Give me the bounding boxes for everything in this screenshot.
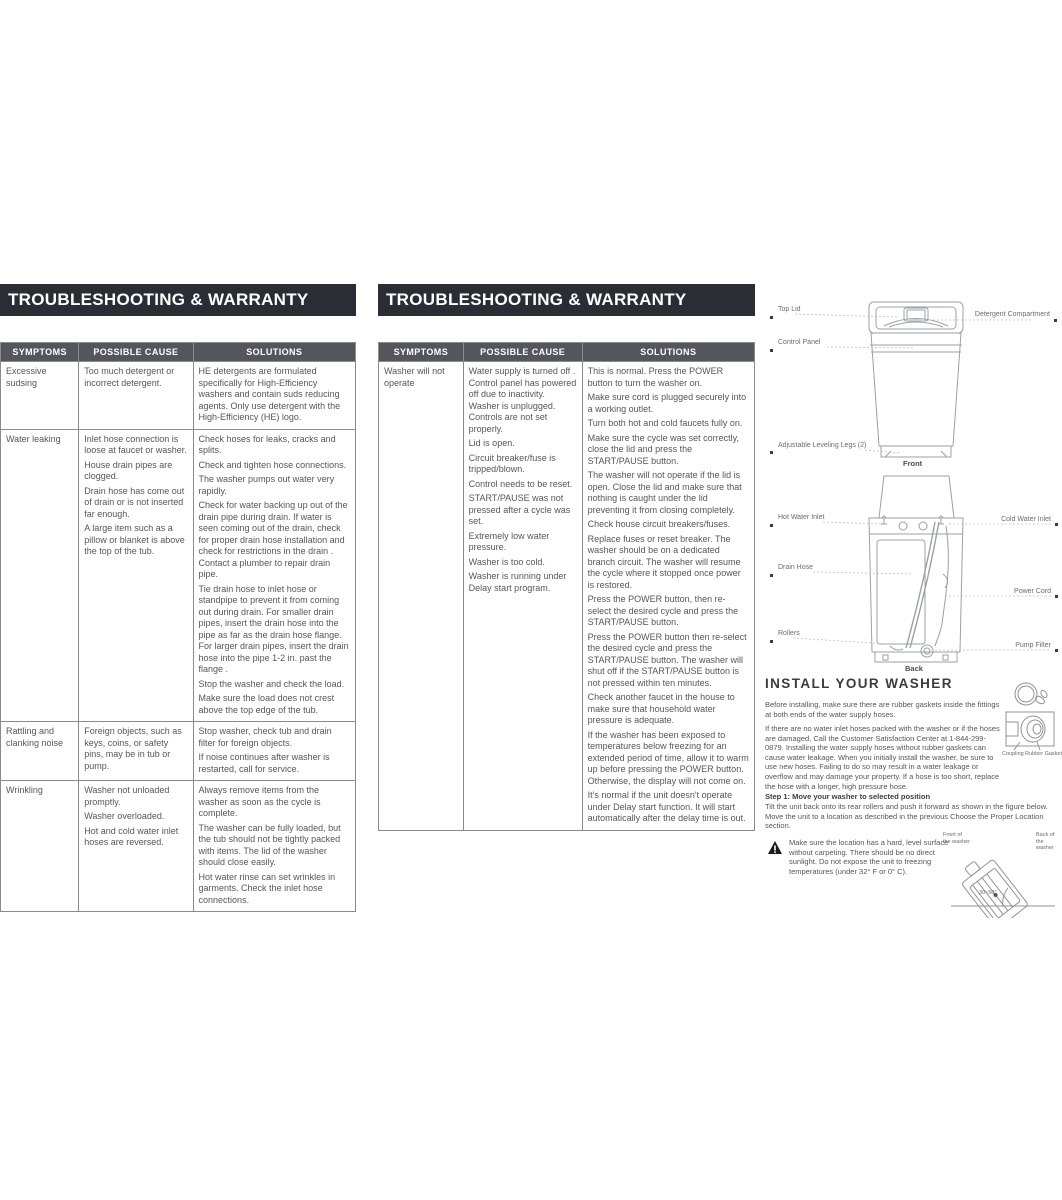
cell-causes: Too much detergent or incorrect detergent. xyxy=(79,362,193,430)
tilt-washer-figure xyxy=(943,826,1062,918)
cell-solutions: Stop washer, check tub and drain filter for foreign objects. If noise continues after washer is restarted, call for service. xyxy=(193,722,355,781)
back-caption: Back xyxy=(905,664,923,673)
cell-symptom: Wrinkling xyxy=(1,781,79,912)
warning-icon xyxy=(767,840,783,856)
install-paragraph-2: If there are no water inlet hoses packed with the washer or if the hoses are damaged, Call the Customer Satisfaction Center at 1-844-299-0879. Installing the water supply hoses without rubber gaskets can cause water leakage. When you initially install the washer, be sure to use new hoses. Failing to do so may result in a water leakage or overflow and may damage your property. If a hose is too short, replace the hose with a longer, high pressure hose. xyxy=(765,724,1000,791)
cell-symptom: Rattling and clanking noise xyxy=(1,722,79,781)
middle-page xyxy=(378,284,755,831)
cell-symptom: Water leaking xyxy=(1,429,79,722)
table-row xyxy=(1,429,356,722)
column-header-cause: POSSIBLE CAUSE xyxy=(79,343,193,362)
table-row xyxy=(379,362,755,831)
table-row xyxy=(1,781,356,912)
column-header-solutions: SOLUTIONS xyxy=(582,343,754,362)
label-leveling-legs: Adjustable Leveling Legs (2) xyxy=(778,442,867,449)
step1-heading: Step 1: Move your washer to selected position xyxy=(765,792,931,801)
table-header-row xyxy=(379,343,755,362)
label-control-panel: Control Panel xyxy=(778,339,821,346)
washer-back-diagram xyxy=(765,474,1062,674)
column-header-symptoms: SYMPTOMS xyxy=(1,343,79,362)
table-header-row xyxy=(1,343,356,362)
cell-solutions: This is normal. Press the POWER button to turn the washer on. Make sure cord is plugged securely into a working outlet. Turn both hot and cold faucets fully on. Make sure the cycle was set correctly, close the lid and press the START/PAUSE button. The washer will not operate if the lid is open. Close the lid and make sure that nothing is caught under the lid preventing it from closing completely. Check house circuit breakers/fuses. Replace fuses or reset breaker. The washer should be on a dedicated branch circuit. The washer will resume the cycle where it stopped once power is restored. Press the POWER button, then re-select the desired cycle and press the START/PAUSE button. Press the POWER button then re-select the desired cycle and press the START/PAUSE button. The washer will shut off if the START/PAUSE button is not pressed within ten minutes. Check another faucet in the house to make sure that household water pressure is adequate. If the washer has been exposed to temperatures below freezing for an extended period of time, allow it to warm up before pressing the POWER button. Otherwise, the display will not come on. It's normal if the unit doesn't operate under Delay start function. It will start automatically after the delay time is out. xyxy=(582,362,754,831)
washer-front-diagram xyxy=(765,298,1062,470)
step1-body: Tilt the unit back onto its rear rollers and push it forward as shown in the figure below. Move the unit to a location as described in the previous Choose the Proper Location section. xyxy=(765,802,1048,831)
label-rollers: Rollers xyxy=(778,630,800,637)
label-pump-filter: Pump Filter xyxy=(1015,642,1051,649)
cell-causes: Water supply is turned off . Control panel has powered off due to inactivity. Washer is unplugged. Controls are not set properly. Lid is open. Circuit breaker/fuse is tripped/blown. Control needs to be reset. START/PAUSE was not pressed after a cycle was set. Extremely low water pressure. Washer is too cold. Washer is running under Delay start program. xyxy=(463,362,582,831)
cell-causes: Washer not unloaded promptly. Washer overloaded. Hot and cold water inlet hoses are reversed. xyxy=(79,781,193,912)
left-troubleshooting-table xyxy=(0,342,356,912)
left-page-title: TROUBLESHOOTING & WARRANTY xyxy=(0,284,356,316)
install-paragraph-1: Before installing, make sure there are rubber gaskets inside the fittings at both ends of the water supply hoses. xyxy=(765,700,1000,719)
table-row xyxy=(1,362,356,430)
middle-troubleshooting-table xyxy=(378,342,755,831)
cell-solutions: Always remove items from the washer as soon as the cycle is complete. The washer can be fully loaded, but the tub should not be tightly packed with items. The lid of the washer should close easily. Hot water rinse can set wrinkles in garments. Check the inlet hose connections. xyxy=(193,781,355,912)
left-page xyxy=(0,284,356,912)
column-header-symptoms: SYMPTOMS xyxy=(379,343,464,362)
front-caption: Front xyxy=(903,459,923,468)
label-coupling: Coupling xyxy=(1002,751,1024,757)
middle-page-title: TROUBLESHOOTING & WARRANTY xyxy=(378,284,755,316)
cell-solutions: HE detergents are formulated specifically for High-Efficiency washers and contain suds reducing agents. Only use detergent with the High-Efficiency (HE) logo. xyxy=(193,362,355,430)
table-row xyxy=(1,722,356,781)
cell-causes: Foreign objects, such as keys, coins, or safety pins, may be in tub or pump. xyxy=(79,722,193,781)
label-front-of-washer: Front of the washer xyxy=(943,832,970,845)
label-rubber-gasket: Rubber Gasket xyxy=(1025,751,1062,757)
label-back-of-washer: Back of the washer xyxy=(1036,832,1055,851)
install-heading: INSTALL YOUR WASHER xyxy=(765,676,953,691)
label-detergent-compartment: Detergent Compartment xyxy=(974,311,1050,318)
coupling-gasket-figure xyxy=(1000,680,1062,760)
cell-symptom: Excessive sudsing xyxy=(1,362,79,430)
label-power-cord: Power Cord xyxy=(1014,588,1051,595)
label-top-lid: Top Lid xyxy=(778,306,801,313)
cell-solutions: Check hoses for leaks, cracks and splits. Check and tighten hose connections. The washer pumps out water very rapidly. Check for water backing up out of the drain pipe during drain. If water is seen coming out of the drain, check for proper drain hose installation and check for restrictions in the drain . Contact a plumber to repair drain pipe. Tie drain hose to inlet hose or standpipe to prevent it from coming out during drain. For smaller drain pipes, insert the drain hose into the pipe as far as the drain hose flange. For larger drain pipes, insert the drain hose into the pipe 1-2 in. past the flange . Stop the washer and check the load. Make sure the load does not crest above the top edge of the tub. xyxy=(193,429,355,722)
label-hot-water-inlet: Hot Water Inlet xyxy=(778,514,825,521)
label-drain-hose: Drain Hose xyxy=(778,564,814,571)
coupling-gasket-illustration xyxy=(1000,680,1062,760)
label-cold-water-inlet: Cold Water Inlet xyxy=(1001,516,1051,523)
cell-causes: Inlet hose connection is loose at faucet or washer. House drain pipes are clogged. Drain hose has come out of drain or is not inserted far enough. A large item such as a pillow or blanket is above the top of the tub. xyxy=(79,429,193,722)
warning-text: Make sure the location has a hard, level surface without carpeting. There should be no direct sunlight. Do not expose the unit to freezing temperatures (under 32° F or 0° C). xyxy=(789,838,949,876)
label-tilt-angle: 30~50° xyxy=(979,890,997,896)
column-header-cause: POSSIBLE CAUSE xyxy=(463,343,582,362)
right-page xyxy=(765,298,1062,1188)
cell-symptom: Washer will not operate xyxy=(379,362,464,831)
column-header-solutions: SOLUTIONS xyxy=(193,343,355,362)
